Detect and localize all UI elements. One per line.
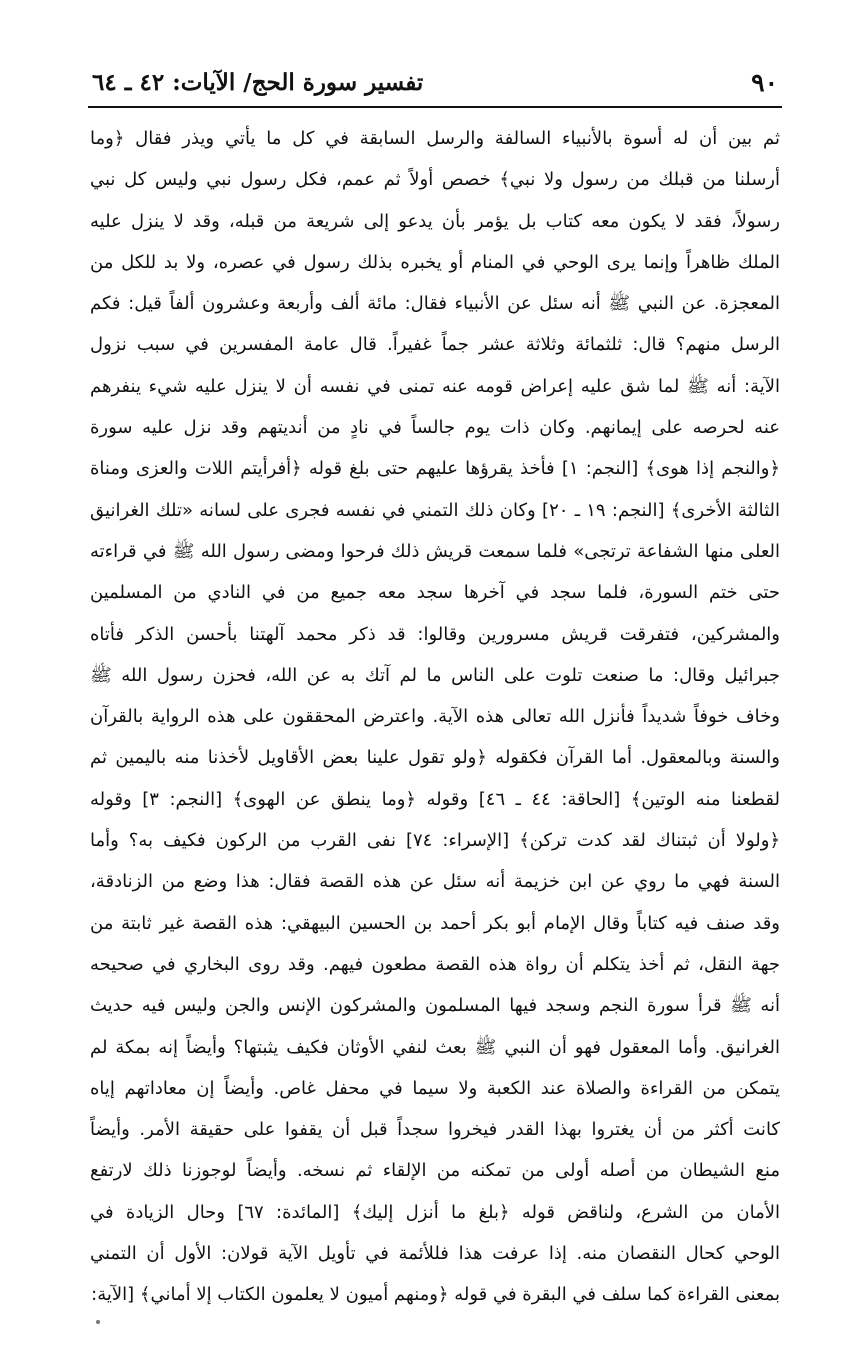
text-line: جهة النقل، ثم أخذ يتكلم أن رواة هذه القصة مطعون فيهم. وقد روى البخاري في صحيحه	[90, 953, 780, 975]
text-line: والسنة وبالمعقول. أما القرآن فكقوله ﴿ولو تقول علينا بعض الأقاويل لأخذنا منه باليمين ثم	[90, 747, 780, 769]
text-line: السنة فهي ما روي عن ابن خزيمة أنه سئل عن هذه القصة فقال: هذا وضع من الزنادقة،	[90, 871, 780, 893]
text-line: بمعنى القراءة كما سلف في البقرة في قوله ﴿ومنهم أميون لا يعلمون الكتاب إلا أماني﴾ [الآية:	[91, 1284, 780, 1306]
text-line: الملك ظاهراً وإنما يرى الوحي في المنام أو يخبره بذلك رسول في عصره، ولا بد للكل من	[90, 251, 780, 273]
text-line: لقطعنا منه الوتين﴾ [الحاقة: ٤٤ ـ ٤٦] وقوله ﴿وما ينطق عن الهوى﴾ [النجم: ٣] وقوله	[90, 788, 780, 810]
text-line: ﴿ولولا أن ثبتناك لقد كدت تركن﴾ [الإسراء: ٧٤] نفى القرب من الركون فكيف به؟ وأما	[90, 830, 780, 852]
text-line: كانت أكثر من أن يغتروا بهذا القدر فيخروا سجداً قبل أن يقفوا على حقيقة الأمر. وأيضاً	[90, 1119, 780, 1141]
running-title: تفسير سورة الحج/ الآيات: ٤٢ ـ ٦٤	[92, 69, 424, 96]
text-line: منع الشيطان من أصله أولى من تمكنه من الإلقاء ثم نسخه. وأيضاً لوجوزنا ذلك لارتفع	[90, 1160, 780, 1182]
text-line: أنه ﷺ قرأ سورة النجم وسجد فيها المسلمون والمشركون الإنس والجن وليس فيه حديث	[90, 995, 780, 1017]
page-speck	[96, 1320, 100, 1324]
page-header	[92, 62, 778, 102]
header-divider	[88, 106, 782, 108]
text-line: الرسل منهم؟ قال: ثلثمائة وثلاثة عشر جماً غفيراً. قال عامة المفسرين في سبب نزول	[90, 334, 780, 356]
text-line: يتمكن من القراءة والصلاة عند الكعبة ولا سيما في محفل غاص. وأيضاً إن معاداتهم إياه	[90, 1077, 780, 1099]
text-line: الآية: أنه ﷺ لما شق عليه إعراض قومه عنه تمنى في نفسه أن لا ينزل عليه شيء ينفرهم	[90, 375, 780, 397]
body-text	[90, 118, 780, 1316]
text-line: العلى منها الشفاعة ترتجى» فلما سمعت قريش ذلك فرحوا ومضى رسول الله ﷺ في قراءته	[90, 540, 780, 562]
text-line: الأمان من الشرع، ولناقض قوله ﴿بلغ ما أنزل إليك﴾ [المائدة: ٦٧] وحال الزيادة في	[90, 1201, 780, 1223]
text-line: حتى ختم السورة، فلما سجد في آخرها سجد معه جميع من في النادي من المسلمين	[90, 582, 780, 604]
text-line: عنه لحرصه على إيمانهم. وكان ذات يوم جالساً في نادٍ من أنديتهم وقد نزل عليه سورة	[90, 417, 780, 439]
text-line: الغرانيق. وأما المعقول فهو أن النبي ﷺ بعث لنفي الأوثان فكيف يثبتها؟ وأيضاً إنه بمكة لم	[90, 1036, 780, 1058]
text-line: أرسلنا من قبلك من رسول ولا نبي﴾ خصص أولاً ثم عمم، فكل رسول نبي وليس كل نبي	[90, 169, 780, 191]
text-line: ثم بين أن له أسوة بالأنبياء السالفة والرسل السابقة في كل ما يأتي ويذر فقال ﴿وما	[90, 128, 780, 149]
text-line: وخاف خوفاً شديداً فأنزل الله تعالى هذه الآية. واعترض المحققون على هذه الرواية بالقرآن	[90, 706, 780, 728]
text-line: رسولاً، فقد لا يكون معه كتاب بل يؤمر بأن يدعو إلى شريعة من قبله، وقد لا ينزل عليه	[90, 210, 780, 232]
text-line: ﴿والنجم إذا هوى﴾ [النجم: ١] فأخذ يقرؤها عليهم حتى بلغ قوله ﴿أفرأيتم اللات والعزى ومناة	[90, 458, 780, 480]
text-line: جبرائيل وقال: ما صنعت تلوت على الناس ما لم آتك به عن الله، فحزن رسول الله ﷺ	[90, 664, 780, 686]
text-line: وقد صنف فيه كتاباً وقال الإمام أبو بكر أحمد بن الحسين البيهقي: هذه القصة غير ثابتة من	[90, 912, 780, 934]
page-number: ٩٠	[751, 68, 778, 97]
text-line: الثالثة الأخرى﴾ [النجم: ١٩ ـ ٢٠] وكان ذلك التمني في نفسه فجرى على لسانه «تلك الغرانيق	[90, 499, 780, 521]
text-line: الوحي كحال النقصان منه. إذا عرفت هذا فللأئمة في تأويل الآية قولان: الأول أن التمني	[90, 1243, 780, 1265]
text-line: والمشركين، فتفرقت قريش مسرورين وقالوا: قد ذكر محمد آلهتنا بأحسن الذكر فأتاه	[90, 623, 780, 645]
text-line: المعجزة. عن النبي ﷺ أنه سئل عن الأنبياء فقال: مائة ألف وأربعة وعشرون ألفاً قيل: فكم	[90, 293, 780, 315]
